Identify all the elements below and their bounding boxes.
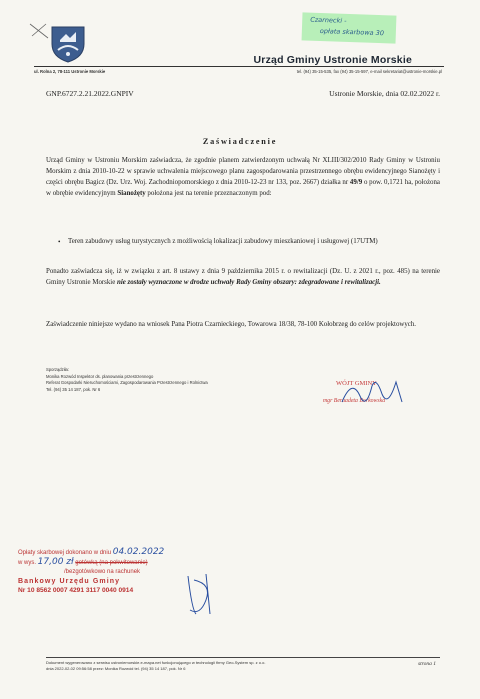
clerk-initials-icon	[182, 570, 218, 620]
para1-text-c: położona jest na terenie przeznaczonym pod:	[145, 190, 272, 197]
stamp-amount-handwritten: 17,00 zł	[37, 557, 74, 567]
reference-number: GNP.6727.2.21.2022.GNPIV	[46, 89, 134, 98]
generated-note	[46, 660, 265, 673]
handwritten-signature-icon	[338, 372, 408, 414]
precinct-name: Sianożęty	[117, 190, 146, 197]
municipality-crest-icon	[48, 24, 88, 64]
prepared-by-line2: Referat Gospodarki Nieruchomościami, Zagospodarowania Przestrzennego i Rolnictwa	[46, 380, 208, 386]
document-title: Zaświadczenie	[202, 137, 278, 146]
sticky-note	[302, 12, 397, 43]
stamp-bank: Bankowy Urzędu Gminy	[18, 578, 121, 585]
revitalization-paragraph	[46, 266, 440, 288]
zoning-item: Teren zabudowy usług turystycznych z możliwością lokalizacji zabudowy mieszkaniowej i usługowej (17UTM)	[68, 238, 378, 245]
sticky-note-line2: opłata skarbowa 30	[319, 26, 385, 38]
place-date: Ustronie Morskie, dnia 02.02.2022 r.	[329, 89, 440, 98]
para2-emphasis: nie zostały wyznaczone w drodze uchwały Rady Gminy obszary: zdegradowane i rewitalizacji.	[117, 279, 381, 286]
para2-text-a: Ponadto zaświadcza się, iż w związku z art. 8 ustawy z dnia 9 października 2015 r. o rewitalizacji (Dz. U. z 2021 r., poz. 485) na terenie Gminy Ustronie Morskie	[46, 268, 440, 286]
header-contacts: tel. (94) 35-15-535, fax (94) 35-15-597, e-mail sekretariat@ustronie-morskie.pl	[296, 69, 442, 74]
prepared-by-label: Sporządziła:	[46, 367, 70, 372]
prepared-by-line1: Monika Rozwód Inspektor ds. planowania przestrzennego	[46, 373, 154, 379]
sticky-note-line1: Czarnecki -	[310, 15, 347, 25]
stamp-amount-suffix: gotówką (na pokwitowanie)	[75, 560, 148, 566]
stamp-date-handwritten: 04.02.2022	[112, 547, 165, 557]
stamp-line3: /bezgotówkowo na rachunek	[64, 569, 141, 575]
stamp-line1-text: Opłaty skarbowej dokonano w dniu	[18, 550, 112, 556]
footer-divider	[46, 657, 440, 658]
stamp-line2	[18, 558, 188, 568]
stamp-amount-prefix: w wys.	[18, 560, 36, 566]
signature-title: WÓJT GMINY	[336, 380, 377, 387]
header-divider	[34, 66, 444, 67]
fee-stamp	[18, 548, 188, 595]
signature-name: mgr Beruadeta Borkowska	[323, 398, 386, 404]
para1-text-a: Urząd Gminy w Ustroniu Morskim zaświadcza, że zgodnie planem zatwierdzonym uchwałą Nr XLIII/302/2010 Rady Gminy w Ustroniu Morskim z dnia 2010-10-22 w sprawie uchwalenia miejscowego planu zagospodarowania przestrzennego obrębu ewidencyjnego Sianożęty i części obrębu Bagicz (Dz. Urz. Woj. Zachodniopomorskiego z dnia 2010-12-23 nr 133, poz. 2667) działka nr	[46, 157, 440, 186]
staple-mark-icon	[28, 20, 52, 44]
generated-note-line1: Dokument wygenerowano z serwisu ustroniemorskie.e-mapa.net funkcjonującego w technologii firmy Geo-System sp. z o.o.	[46, 660, 266, 665]
parcel-number: 49/9	[349, 179, 363, 186]
bullet-icon: •	[58, 238, 61, 246]
issuance-paragraph: Zaświadczenie niniejsze wydano na wniosek Pana Piotra Czarnieckiego, Towarowa 18/38, 78-100 Kołobrzeg do celów projektowych.	[46, 321, 417, 328]
prepared-by-line3: Tel. (94) 35 14 187, pok. Nr 6	[46, 387, 101, 393]
office-name: Urząd Gminy Ustronie Morskie	[253, 54, 412, 66]
generated-note-line2: dnia 2022-02-02 09:56:58 przez: Monika Rozwód tel. (94) 35 14 187, pok. Nr 6	[46, 666, 186, 672]
main-paragraph	[46, 155, 440, 199]
header-address: ul. Rolna 2, 78-111 Ustronie Morskie	[34, 69, 106, 74]
page-number: strona 1	[418, 661, 436, 667]
prepared-by	[46, 367, 208, 394]
para1-text-b: o pow. 0,1721 ha, położona w obrębie ewidencyjnym	[46, 179, 440, 197]
stamp-account: Nr 10 8562 0007 4291 3117 0040 0914	[18, 587, 134, 594]
